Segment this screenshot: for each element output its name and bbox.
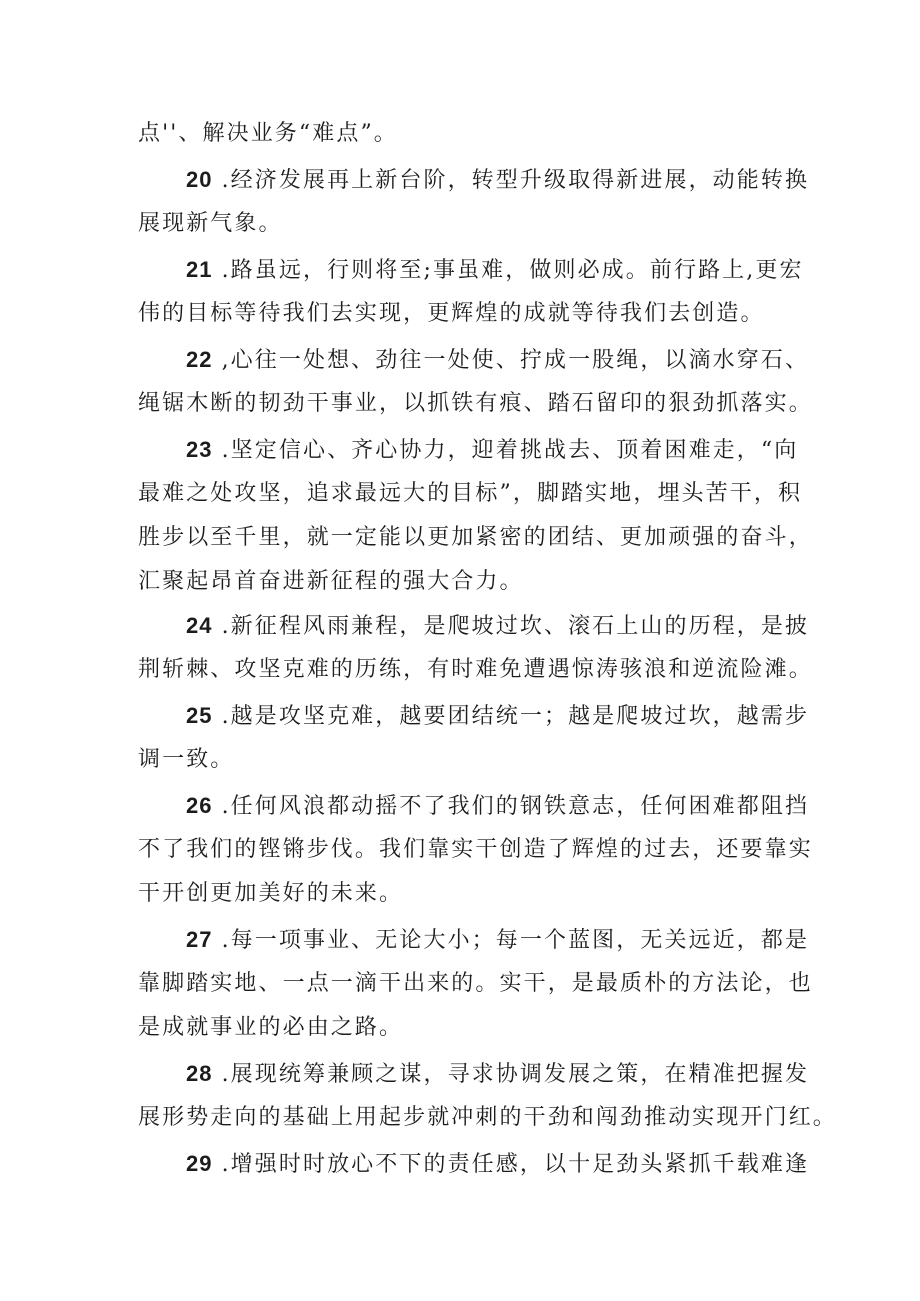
item-22-line-2: 绳锯木断的韧劲干事业，以抓铁有痕、踏石留印的狠劲抓落实。: [138, 391, 813, 416]
item-text: .新征程风雨兼程，是爬坡过坎、滚石上山的历程，是披: [212, 614, 810, 639]
item-text: ,心往一处想、劲往一处使、拧成一股绳，以滴水穿石、: [212, 348, 810, 373]
item-number: 22: [186, 347, 213, 372]
item-27-line-1: [186, 922, 810, 958]
item-text: .路虽远，行则将至;事虽难，做则必成。前行路上,更宏: [212, 258, 804, 283]
item-23-line-3: 胜步以至千里，就一定能以更加紧密的团结、更加顽强的奋斗，: [138, 525, 813, 550]
item-27-line-3: 是成就事业的必由之路。: [138, 1015, 404, 1040]
item-25-line-1: [186, 698, 810, 734]
item-29-line-1: [186, 1146, 810, 1182]
item-21-line-1: [186, 252, 806, 288]
item-26-line-2: 不了我们的铿锵步伐。我们靠实干创造了辉煌的过去，还要靠实: [138, 837, 813, 862]
item-26-line-1: [186, 788, 810, 824]
item-27-line-2: 靠脚踏实地、一点一滴干出来的。实干，是最质朴的方法论，也: [138, 971, 813, 996]
item-text: .越是攻坚克难，越要团结统一；越是爬坡过坎，越需步: [212, 704, 810, 729]
item-28-line-1: [186, 1056, 810, 1092]
item-number: 24: [186, 613, 213, 638]
item-number: 23: [186, 437, 213, 462]
item-number: 26: [186, 793, 213, 818]
item-number: 28: [186, 1061, 213, 1086]
item-28-line-2: 展形势走向的基础上用起步就冲刺的干劲和闯劲推动实现开门红。: [138, 1105, 837, 1130]
item-text: .坚定信心、齐心协力，迎着挑战去、顶着困难走，“向: [212, 438, 799, 463]
item-text: .增强时时放心不下的责任感，以十足劲头紧抓千载难逢: [212, 1152, 810, 1177]
item-number: 29: [186, 1151, 213, 1176]
item-26-line-3: 干开创更加美好的未来。: [138, 881, 404, 906]
item-number: 20: [186, 167, 213, 192]
item-text: .每一项事业、无论大小；每一个蓝图，无关远近，都是: [212, 928, 810, 953]
item-20-line-2: 展现新气象。: [138, 211, 283, 236]
continuation-line: 点''、解决业务“难点”。: [138, 121, 398, 146]
item-number: 27: [186, 927, 213, 952]
item-23-line-1: [186, 432, 806, 468]
item-25-line-2: 调一致。: [138, 747, 235, 772]
item-text: .任何风浪都动摇不了我们的钢铁意志，任何困难都阻挡: [212, 794, 810, 819]
item-number: 25: [186, 703, 213, 728]
item-text: .展现统筹兼顾之谋，寻求协调发展之策，在精准把握发: [212, 1062, 810, 1087]
item-23-line-4: 汇聚起昂首奋进新征程的强大合力。: [138, 569, 524, 594]
item-text: .经济发展再上新台阶，转型升级取得新进展，动能转换: [212, 168, 810, 193]
item-21-line-2: 伟的目标等待我们去实现，更辉煌的成就等待我们去创造。: [138, 301, 765, 326]
item-24-line-2: 荆斩棘、攻坚克难的历练，有时难免遭遇惊涛骇浪和逆流险滩。: [138, 657, 813, 682]
item-20-line-1: [186, 162, 810, 198]
item-23-line-2: 最难之处攻坚，追求最远大的目标”，脚踏实地，埋头苦干，积: [138, 481, 803, 506]
item-number: 21: [186, 257, 213, 282]
item-24-line-1: [186, 608, 810, 644]
item-22-line-1: [186, 342, 810, 378]
